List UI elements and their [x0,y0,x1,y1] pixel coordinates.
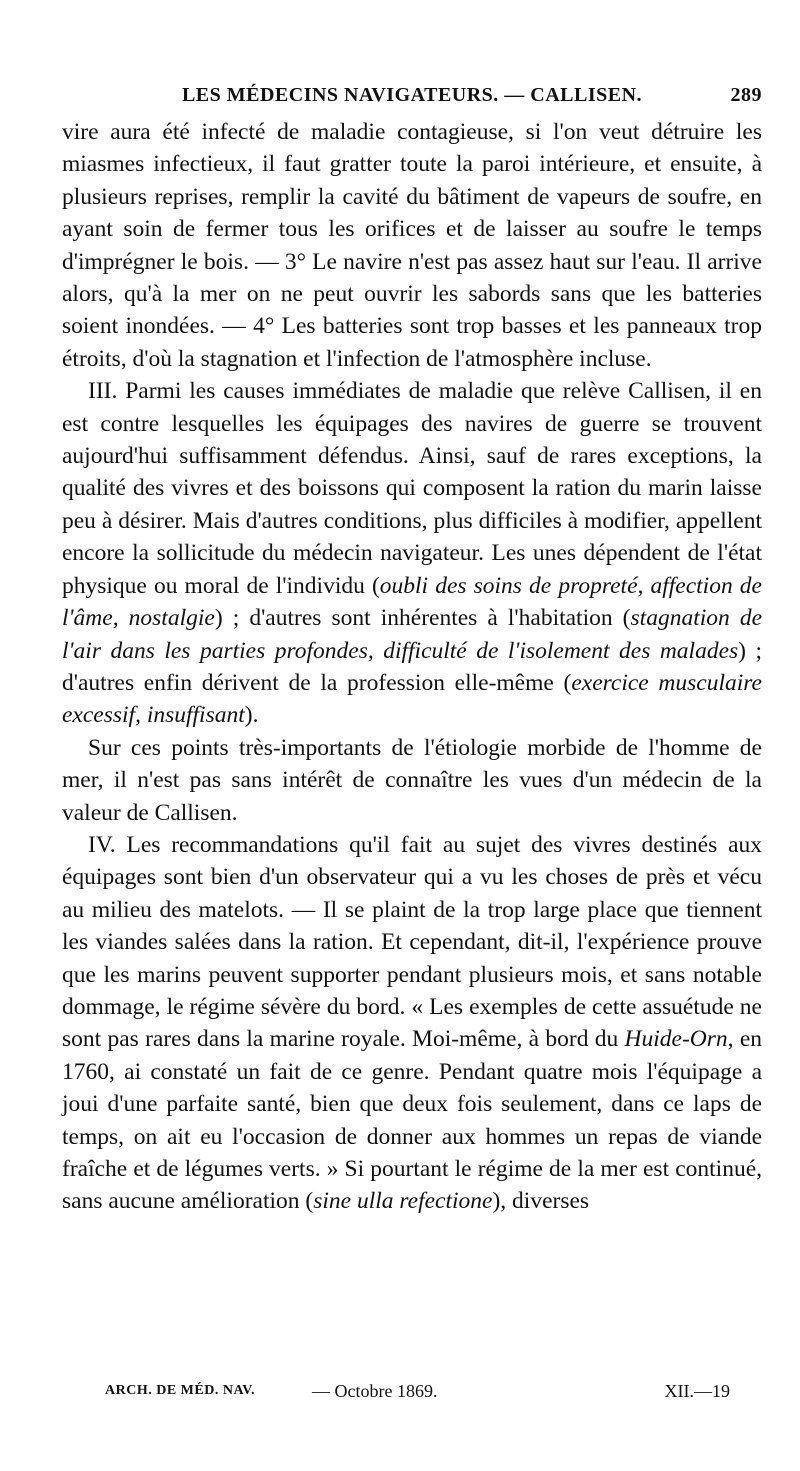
text-run: vire aura été infecté de maladie contagieuse, si l'on veut détruire les miasmes infectieux, il faut gratter toute la paroi intérieure, et ensuite, à plusieurs reprises, remplir la cavité du bâtiment de vapeurs de soufre, en ayant soin de fermer tous les orifices et de laisser au soufre le temps d'imprégner le bois. — 3° Le navire n'est pas assez haut sur l'eau. Il arrive alors, qu'à la mer on ne peut ouvrir les sabords sans que les batteries soient inondées. — 4° Les batteries sont trop basses et les panneaux trop étroits, d'où la stagnation et l'infection de l'atmosphère incluse. [62,119,762,372]
text-run: III. Parmi les causes immédiates de maladie que relève Callisen, il en est contre lesquelles les équipages des navires de guerre se trouvent aujourd'hui suffisamment défendus. Ainsi, sauf de rares exceptions, la qualité des vivres et des boissons qui composent la ration du marin laisse peu à désirer. Mais d'autres conditions, plus difficiles à modifier, appellent encore la sollicitude du médecin navigateur. Les unes dépendent de l'état physique ou moral de l'individu ( [62,378,762,599]
italic-text: Huide-Orn [624,1026,728,1053]
running-header [62,84,762,114]
italic-text: stagnation de l'air dans les parties profondes, difficulté de l'isolement des malades [62,605,762,664]
text-run: ) ; d'autres enfin dérivent de la profession elle-même ( [62,637,763,696]
paragraph [62,116,762,375]
body-text [62,116,762,1218]
text-run: ). [244,702,259,729]
italic-text: oubli des soins de propreté, affection de l'âme, nostalgie [62,572,762,632]
running-title: LES MÉDECINS NAVIGATEURS. — CALLISEN. [181,84,643,106]
italic-text: exercice musculaire excessif, insuffisant [62,669,762,729]
text-run: Sur ces points très-importants de l'étiologie morbide de l'homme de mer, il n'est pas sans intérêt de connaître les vues d'un médecin de la valeur de Callisen. [62,734,762,826]
issue-date: — Octobre 1869. [312,1381,438,1401]
paragraph [62,732,762,829]
journal-signature: ARCH. DE MÉD. NAV. [105,1383,256,1398]
text-run: ) ; d'autres sont inhérentes à l'habitation ( [214,605,631,632]
paragraph [62,375,762,731]
italic-text: sine ulla refectione [313,1188,493,1215]
text-run: IV. Les recommandations qu'il fait au sujet des vivres destinés aux équipages sont bien d'un observateur qui a vu les choses de près et vécu au milieu des matelots. — Il se plaint de la trop large place que tiennent les viandes salées dans la ration. Et cependant, dit-il, l'expérience prouve que les marins peuvent supporter pendant plusieurs mois, et sans notable dommage, le régime sévère du bord. « Les exemples de cette assuétude ne sont pas rares dans la marine royale. Moi-même, à bord du [62,831,762,1053]
text-run: , en 1760, ai constaté un fait de ce genre. Pendant quatre mois l'équipage a joui d'une parfaite santé, bien que deux fois seulement, dans ce laps de temps, on ait eu l'occasion de donner aux hommes un repas de viande fraîche et de légumes verts. » Si pourtant le régime de la mer est continué, sans aucune amélioration ( [62,1026,763,1215]
page-footer [105,1383,762,1407]
paragraph [62,829,762,1218]
page-number: 289 [730,84,762,106]
sheet-mark: XII.—19 [664,1381,730,1401]
text-run: ), diverses [492,1188,590,1215]
